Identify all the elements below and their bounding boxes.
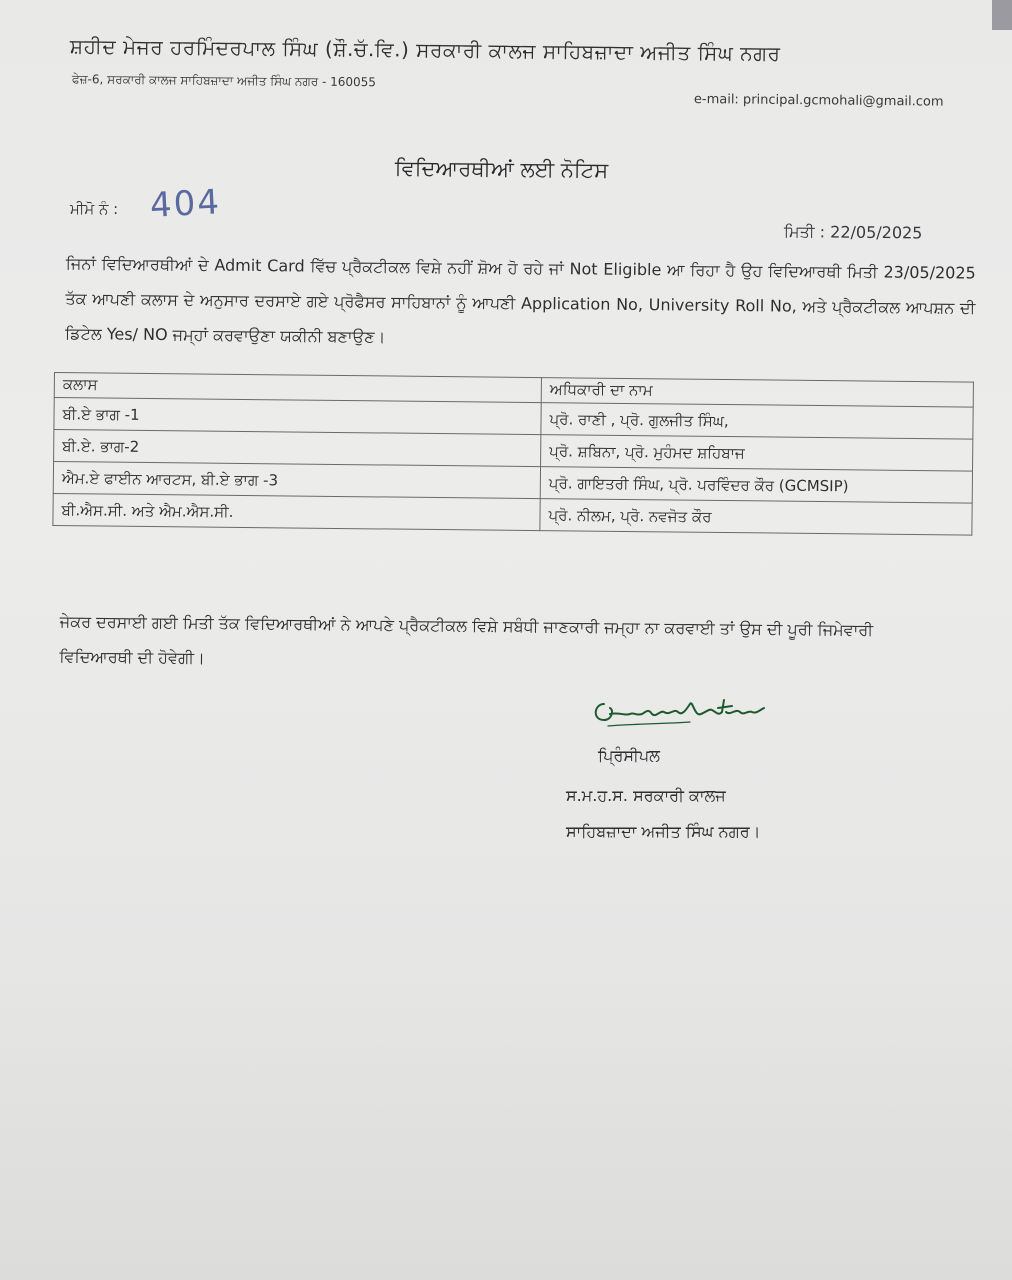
footer-warning: ਜੇਕਰ ਦਰਸਾਈ ਗਈ ਮਿਤੀ ਤੱਕ ਵਿਦਿਆਰਥੀਆਂ ਨੇ ਆਪਣੇ ਪ੍ਰੈਕਟੀਕਲ ਵਿਸ਼ੇ ਸਬੰਧੀ ਜਾਣਕਾਰੀ ਜਮ੍ਹਾ ਨਾ ਕਰਵਾਈ ਤਾਂ ਉਸ ਦੀ ਪੂਰੀ ਜਿਮੇਵਾਰੀ ਵਿਦਿਆਰਥੀ ਦੀ ਹੋਵੇਗੀ। — [59, 611, 874, 668]
signatory-place: ਸਾਹਿਬਜ਼ਾਦਾ ਅਜੀਤ ਸਿੰਘ ਨਗਰ। — [566, 822, 761, 841]
page-edge-shadow — [992, 0, 1012, 30]
college-email: e-mail: principal.gcmohali@gmail.com — [693, 92, 944, 110]
notice-title: ਵਿਦਿਆਰਥੀਆਂ ਲਈ ਨੋਟਿਸ — [394, 156, 609, 183]
signatory-title: ਪ੍ਰਿੰਸੀਪਲ — [598, 746, 661, 765]
class-cell: ਬੀ.ਏ ਭਾਗ -1 — [54, 398, 541, 435]
signatory-college: ਸ.ਮ.ਹ.ਸ. ਸਰਕਾਰੀ ਕਾਲਜ — [566, 786, 726, 805]
college-name: ਸ਼ਹੀਦ ਮੇਜਰ ਹਰਮਿੰਦਰਪਾਲ ਸਿੰਘ (ਸ਼ੌ.ਚੱ.ਵਿ.) ਸਰਕਾਰੀ ਕਾਲਜ ਸਾਹਿਬਜ਼ਾਦਾ ਅਜੀਤ ਸਿੰਘ ਨਗਰ — [69, 34, 781, 66]
officer-cell: ਪ੍ਰੋ. ਸ਼ਬਿਨਾ, ਪ੍ਰੋ. ਮੁਹੰਮਦ ਸ਼ਹਿਬਾਜ — [541, 435, 973, 472]
principal-signature — [590, 686, 770, 736]
class-cell: ਬੀ.ਐਸ.ਸੀ. ਅਤੇ ਐਮ.ਐਸ.ਸੀ. — [53, 493, 540, 530]
officer-table — [52, 372, 974, 536]
officer-cell: ਪ੍ਰੋ. ਨੀਲਮ, ਪ੍ਰੋ. ਨਵਜੋਤ ਕੌਰ — [540, 499, 972, 536]
notice-body: ਜਿਨਾਂ ਵਿਦਿਆਰਥੀਆਂ ਦੇ Admit Card ਵਿੱਚ ਪ੍ਰੈਕਟੀਕਲ ਵਿਸ਼ੇ ਨਹੀਂ ਸ਼ੋਅ ਹੋ ਰਹੇ ਜਾਂ Not Eligible ਆ ਰਿਹਾ ਹੈ ਉਹ ਵਿਦਿਆਰਥੀ ਮਿਤੀ 23/05/2025 ਤੱਕ ਆਪਣੀ ਕਲਾਸ ਦੇ ਅਨੁਸਾਰ ਦਰਸਾਏ ਗਏ ਪ੍ਰੋਫੈਸਰ ਸਾਹਿਬਾਨਾਂ ਨੂੰ ਆਪਣੀ Application No, University Roll No, ਅਤੇ ਪ੍ਰੈਕਟੀਕਲ ਆਪਸ਼ਨ ਦੀ ਡਿਟੇਲ Yes/ NO ਜਮ੍ਹਾਂ ਕਰਵਾਉਣਾ ਯਕੀਨੀ ਬਣਾਉਣ। — [64, 253, 976, 347]
notice-date: ਮਿਤੀ : 22/05/2025 — [783, 222, 923, 243]
college-address: ਫੇਜ਼-6, ਸਰਕਾਰੀ ਕਾਲਜ ਸਾਹਿਬਜ਼ਾਦਾ ਅਜੀਤ ਸਿੰਘ ਨਗਰ - 160055 — [71, 72, 377, 90]
class-cell: ਐਮ.ਏ ਫਾਈਨ ਆਰਟਸ, ਬੀ.ਏ ਭਾਗ -3 — [53, 462, 540, 499]
memo-label: ਮੀਮੋ ਨੰ : — [70, 200, 119, 218]
officer-cell: ਪ੍ਰੋ. ਰਾਣੀ , ਪ੍ਰੋ. ਗੁਲਜੀਤ ਸਿੰਘ, — [541, 403, 973, 440]
officer-cell: ਪ੍ਰੋ. ਗਾਇਤਰੀ ਸਿੰਘ, ਪ੍ਰੋ. ਪਰਵਿੰਦਰ ਕੌਰ (GCMSIP) — [540, 467, 972, 504]
memo-number-handwritten: 404 — [149, 182, 222, 226]
header-officer: ਅਧਿਕਾਰੀ ਦਾ ਨਾਮ — [541, 378, 973, 408]
header-class: ਕਲਾਸ — [54, 373, 541, 403]
class-cell: ਬੀ.ਏ. ਭਾਗ-2 — [54, 430, 541, 467]
